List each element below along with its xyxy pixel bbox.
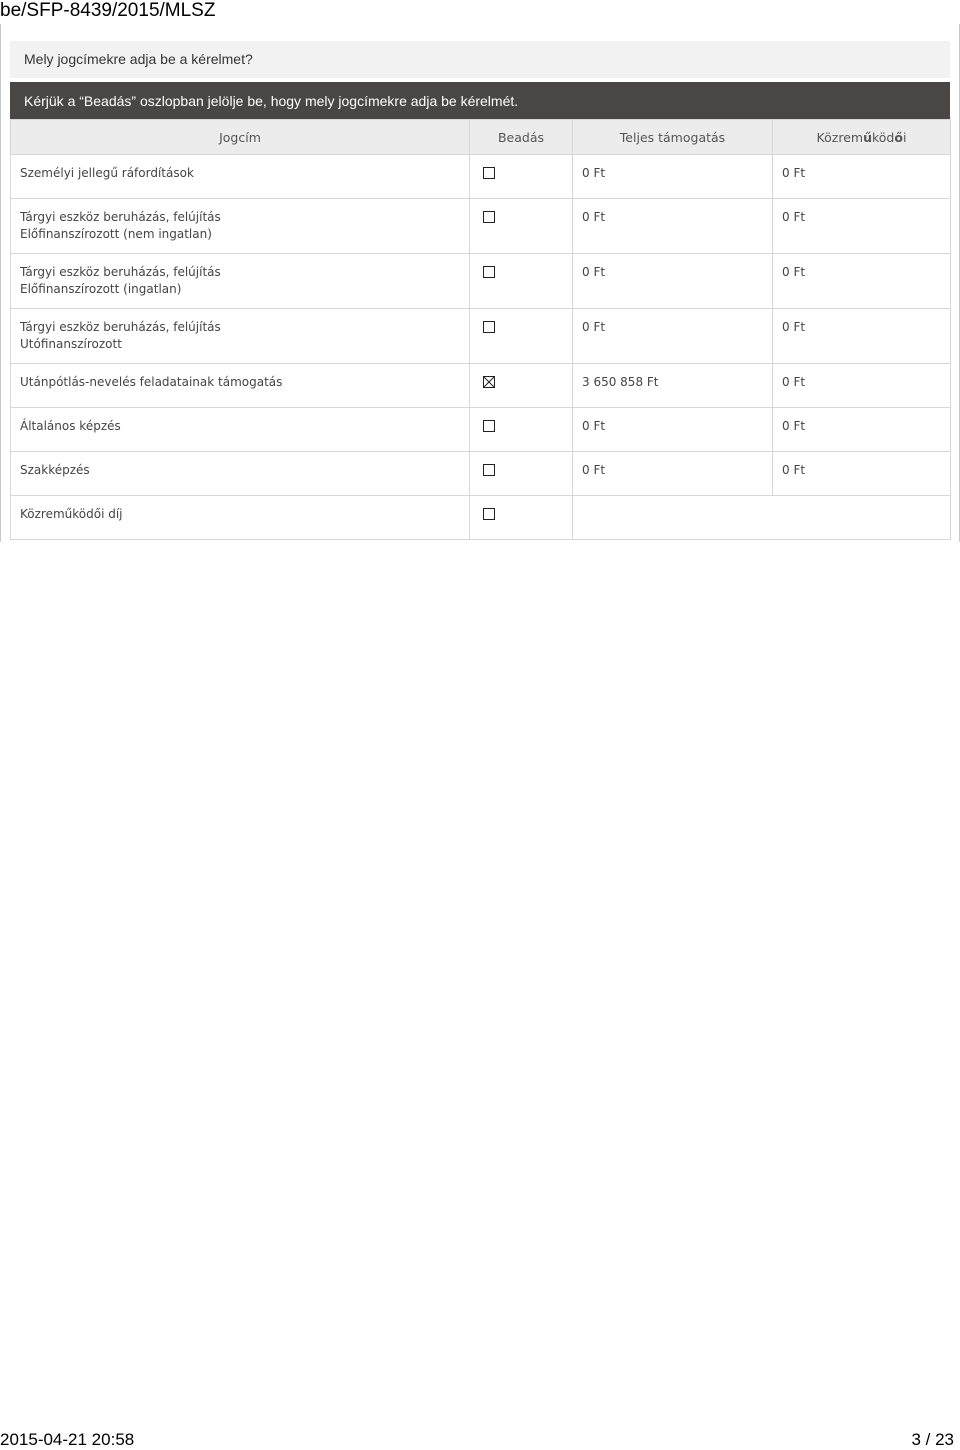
table-row <box>11 254 951 309</box>
empty-amount-cell <box>573 496 951 540</box>
beadas-cell <box>470 364 573 408</box>
beadas-cell <box>470 309 573 364</box>
jogcim-line: Utánpótlás-nevelés feladatainak támogatás <box>20 375 283 389</box>
header-kozremukodoi-part: ű <box>863 129 872 145</box>
table-row <box>11 199 951 254</box>
kozremukodoi-cell: 0 Ft <box>773 254 951 309</box>
table-row <box>11 364 951 408</box>
beadas-checkbox[interactable] <box>483 508 495 520</box>
header-kozremukodoi <box>773 120 951 155</box>
jogcim-subline: Utófinanszírozott <box>20 337 122 351</box>
jogcim-line: Szakképzés <box>20 463 90 477</box>
header-beadas: Beadás <box>470 120 573 155</box>
jogcim-cell <box>11 155 470 199</box>
beadas-cell <box>470 496 573 540</box>
table-row <box>11 309 951 364</box>
teljes-cell: 0 Ft <box>573 254 773 309</box>
footer-page-number: 3 / 23 <box>911 1430 954 1449</box>
teljes-cell: 3 650 858 Ft <box>573 364 773 408</box>
beadas-checkbox[interactable] <box>483 420 495 432</box>
kozremukodoi-cell: 0 Ft <box>773 309 951 364</box>
kozremukodoi-cell: 0 Ft <box>773 452 951 496</box>
kozremukodoi-cell: 0 Ft <box>773 199 951 254</box>
header-jogcim: Jogcím <box>11 120 470 155</box>
beadas-cell <box>470 199 573 254</box>
beadas-checkbox[interactable] <box>483 321 495 333</box>
kozremukodoi-cell: 0 Ft <box>773 364 951 408</box>
footer-timestamp: 2015-04-21 20:58 <box>0 1430 135 1449</box>
header-kozremukodoi-part: köd <box>871 129 895 145</box>
jogcim-subline: Előfinanszírozott (ingatlan) <box>20 282 182 296</box>
header-kozremukodoi-part: i <box>902 129 907 145</box>
table-row <box>11 452 951 496</box>
jogcim-line: Személyi jellegű ráfordítások <box>20 166 194 180</box>
teljes-cell: 0 Ft <box>573 155 773 199</box>
beadas-checkbox-checked[interactable] <box>483 376 495 388</box>
jogcim-table <box>10 119 951 540</box>
teljes-cell: 0 Ft <box>573 452 773 496</box>
beadas-cell <box>470 452 573 496</box>
frame-left-border <box>0 24 1 542</box>
header-kozremukodoi-part: Közrem <box>816 129 864 145</box>
document-id: be/SFP-8439/2015/MLSZ <box>0 0 216 21</box>
beadas-checkbox[interactable] <box>483 167 495 179</box>
jogcim-line: Közreműködői díj <box>20 507 123 521</box>
kozremukodoi-cell: 0 Ft <box>773 155 951 199</box>
table-row <box>11 155 951 199</box>
teljes-cell: 0 Ft <box>573 199 773 254</box>
table-row <box>11 496 951 540</box>
beadas-checkbox[interactable] <box>483 211 495 223</box>
jogcim-cell <box>11 199 470 254</box>
beadas-cell <box>470 254 573 309</box>
teljes-cell: 0 Ft <box>573 309 773 364</box>
jogcim-cell <box>11 452 470 496</box>
beadas-checkbox[interactable] <box>483 266 495 278</box>
kozremukodoi-cell: 0 Ft <box>773 408 951 452</box>
table-row <box>11 408 951 452</box>
jogcim-cell <box>11 364 470 408</box>
beadas-cell <box>470 408 573 452</box>
header-kozremukodoi-part: ő <box>894 129 903 145</box>
beadas-checkbox[interactable] <box>483 464 495 476</box>
header-teljes-tamogatas: Teljes támogatás <box>573 120 773 155</box>
jogcim-subline: Előfinanszírozott (nem ingatlan) <box>20 227 212 241</box>
section-question: Mely jogcímekre adja be a kérelmet? <box>10 41 950 78</box>
table-header-row <box>11 120 951 155</box>
cross-check-icon <box>483 376 495 388</box>
jogcim-cell <box>11 408 470 452</box>
jogcim-line: Általános képzés <box>20 419 121 433</box>
teljes-cell: 0 Ft <box>573 408 773 452</box>
section-notice: Kérjük a “Beadás” oszlopban jelölje be, hogy mely jogcímekre adja be kérelmét. <box>10 82 950 119</box>
jogcim-cell <box>11 254 470 309</box>
jogcim-line: Tárgyi eszköz beruházás, felújítás <box>20 265 221 279</box>
beadas-cell <box>470 155 573 199</box>
jogcim-cell <box>11 309 470 364</box>
jogcim-line: Tárgyi eszköz beruházás, felújítás <box>20 320 221 334</box>
jogcim-cell <box>11 496 470 540</box>
jogcim-line: Tárgyi eszköz beruházás, felújítás <box>20 210 221 224</box>
